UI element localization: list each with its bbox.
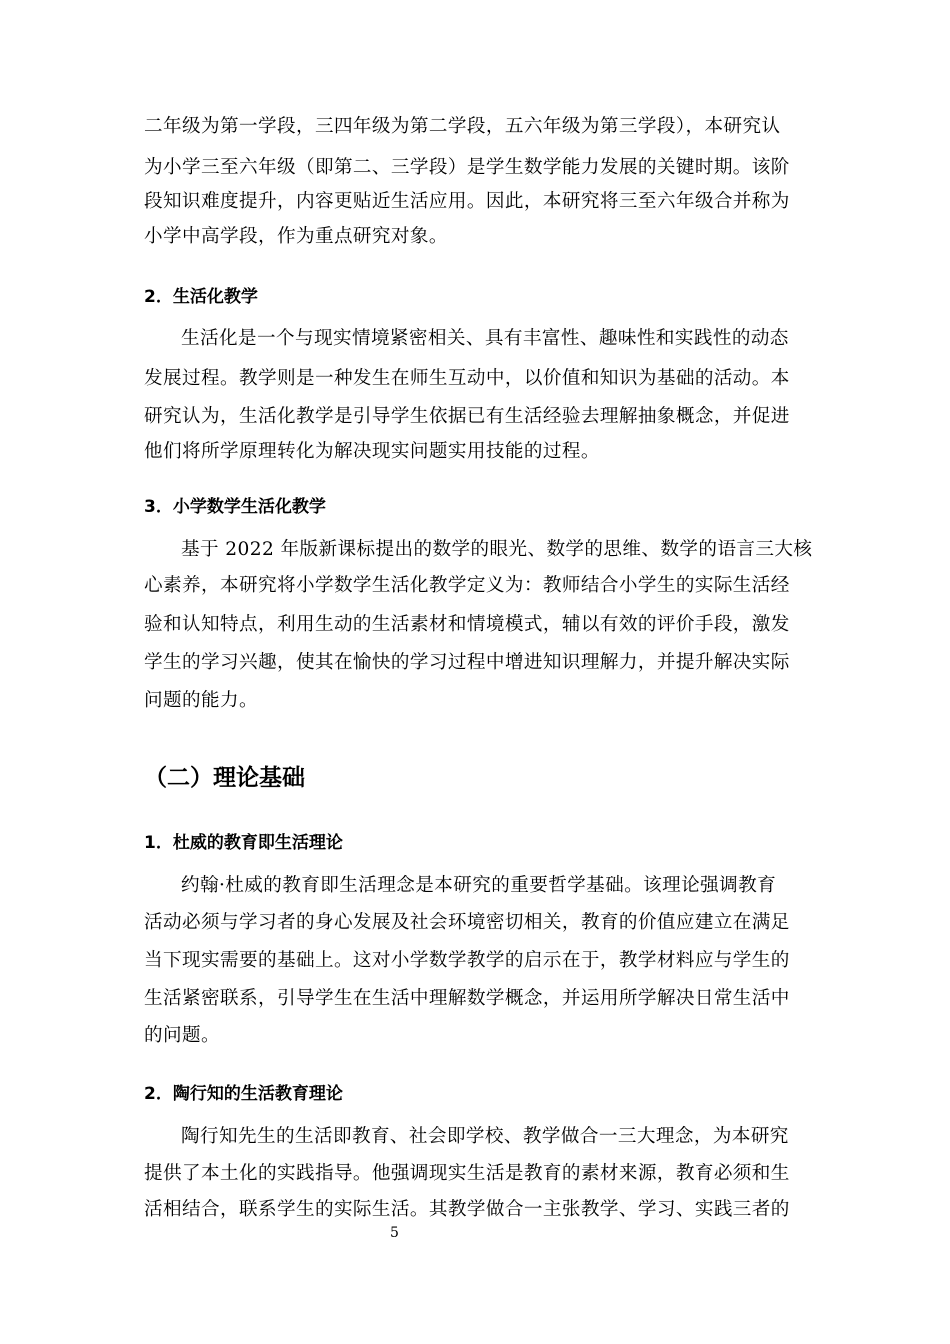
dewey-line-2: 活动必须与学习者的身心发展及社会环境密切相关，教育的价值应建立在满足 — [144, 912, 790, 933]
section-heading-theory: （二）理论基础 — [144, 765, 305, 791]
math-life-line-4: 学生的学习兴趣，使其在愉快的学习过程中增进知识理解力，并提升解决实际 — [144, 652, 790, 673]
life-teaching-line-4: 他们将所学原理转化为解决现实问题实用技能的过程。 — [144, 441, 600, 462]
dewey-line-5: 的问题。 — [144, 1025, 220, 1046]
intro-line-3: 段知识难度提升，内容更贴近生活应用。因此，本研究将三至六年级合并称为 — [144, 191, 790, 212]
math-life-line-1: 基于 2022 年版新课标提出的数学的眼光、数学的思维、数学的语言三大核 — [181, 539, 813, 560]
intro-line-2: 为小学三至六年级（即第二、三学段）是学生数学能力发展的关键时期。该阶 — [144, 157, 790, 178]
subsection-heading-dewey: 1．杜威的教育即生活理论 — [144, 833, 343, 853]
intro-line-4: 小学中高学段，作为重点研究对象。 — [144, 226, 448, 247]
dewey-line-3: 当下现实需要的基础上。这对小学数学教学的启示在于，教学材料应与学生的 — [144, 950, 790, 971]
subsection-heading-life-teaching: 2．生活化教学 — [144, 287, 258, 307]
subsection-heading-tao: 2．陶行知的生活教育理论 — [144, 1084, 343, 1104]
dewey-line-4: 生活紧密联系，引导学生在生活中理解数学概念，并运用所学解决日常生活中 — [144, 988, 790, 1009]
math-life-line-2: 心素养，本研究将小学数学生活化教学定义为：教师结合小学生的实际生活经 — [144, 575, 790, 596]
tao-line-2: 提供了本土化的实践指导。他强调现实生活是教育的素材来源，教育必须和生 — [144, 1163, 790, 1184]
page-number: 5 — [390, 1225, 399, 1241]
dewey-line-1: 约翰·杜威的教育即生活理念是本研究的重要哲学基础。该理论强调教育 — [181, 875, 777, 896]
math-life-line-3: 验和认知特点，利用生动的生活素材和情境模式，辅以有效的评价手段，激发 — [144, 614, 790, 635]
subsection-heading-math-life-teaching: 3．小学数学生活化教学 — [144, 497, 326, 517]
math-life-line-5: 问题的能力。 — [144, 690, 258, 711]
intro-line-1: 二年级为第一学段，三四年级为第二学段，五六年级为第三学段），本研究认 — [144, 116, 781, 137]
tao-line-3: 活相结合，联系学生的实际生活。其教学做合一主张教学、学习、实践三者的 — [144, 1199, 790, 1220]
life-teaching-line-1: 生活化是一个与现实情境紧密相关、具有丰富性、趣味性和实践性的动态 — [181, 328, 789, 349]
life-teaching-line-3: 研究认为，生活化教学是引导学生依据已有生活经验去理解抽象概念，并促进 — [144, 406, 790, 427]
life-teaching-line-2: 发展过程。教学则是一种发生在师生互动中，以价值和知识为基础的活动。本 — [144, 368, 790, 389]
tao-line-1: 陶行知先生的生活即教育、社会即学校、教学做合一三大理念，为本研究 — [181, 1126, 789, 1147]
